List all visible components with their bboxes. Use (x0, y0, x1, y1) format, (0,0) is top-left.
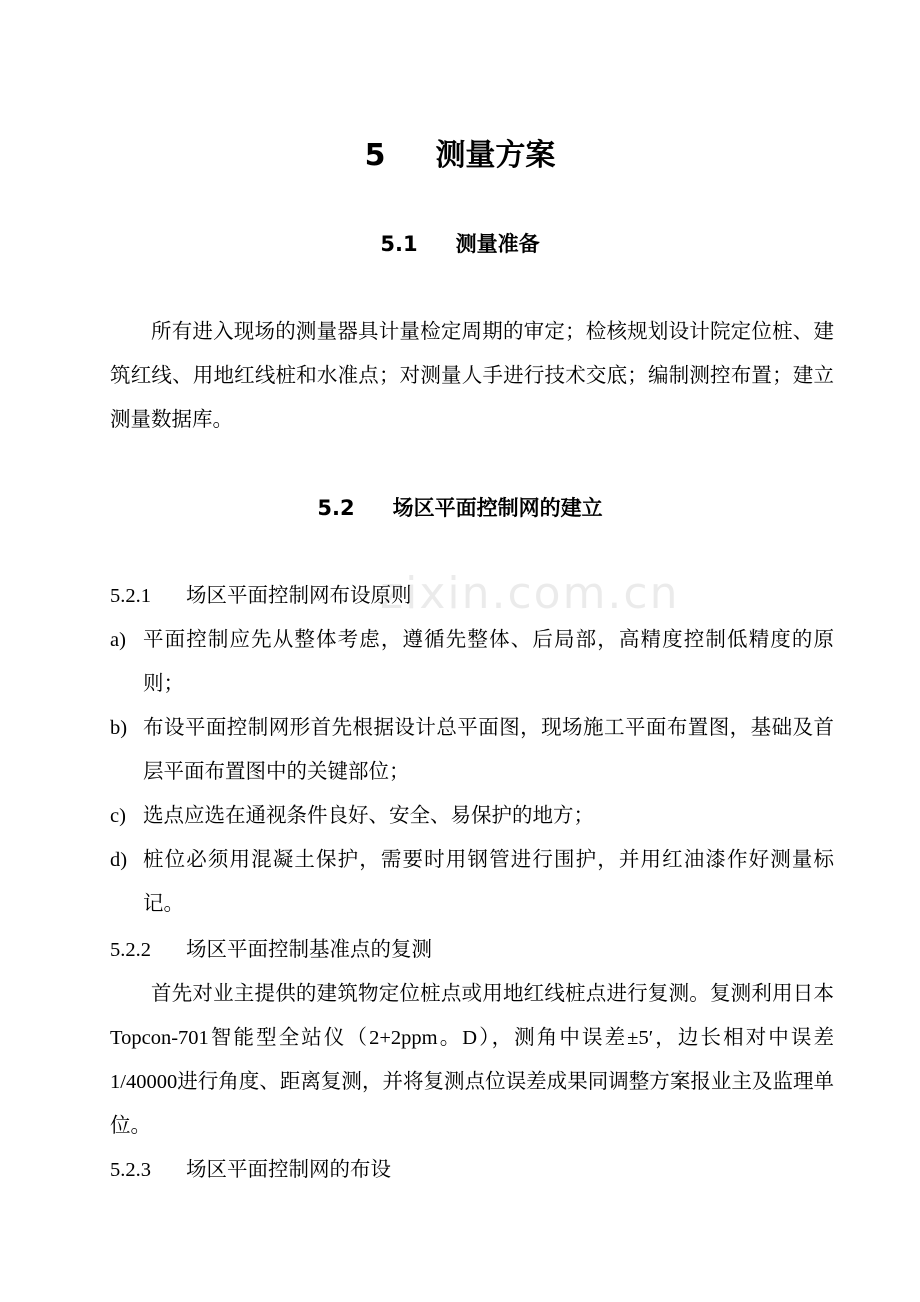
section-number: 5.1 (380, 232, 418, 256)
section-heading-5-2 (0, 492, 920, 524)
list-marker: a) (110, 629, 126, 651)
paragraph-5-1: 所有进入现场的测量器具计量检定周期的审定；检核规划设计院定位桩、建筑红线、用地红线桩和水准点；对测量人手进行技术交底；编制测控布置；建立测量数据库。 (110, 321, 834, 431)
list-item (110, 838, 834, 926)
section-title: 测量准备 (455, 232, 540, 256)
list-item-text: 桩位必须用混凝土保护，需要时用钢管进行围护，并用红油漆作好测量标记。 (143, 849, 834, 915)
list-marker: c) (110, 805, 126, 827)
section-title: 场区平面控制网的建立 (392, 496, 603, 520)
list-item (110, 706, 834, 794)
subsection-heading-5-2-3 (110, 1148, 834, 1192)
list-item-text: 平面控制应先从整体考虑，遵循先整体、后局部，高精度控制低精度的原则； (143, 629, 834, 695)
subsection-number: 5.2.2 (110, 939, 151, 961)
subsection-title: 场区平面控制网的布设 (186, 1159, 391, 1181)
list-item (110, 794, 834, 838)
subsection-title: 场区平面控制网布设原则 (186, 585, 412, 607)
chapter-heading (0, 134, 920, 178)
subsection-heading-5-2-2 (110, 928, 834, 972)
subsection-heading-5-2-1 (110, 574, 834, 618)
list-marker: d) (110, 849, 128, 871)
subsection-number: 5.2.3 (110, 1159, 151, 1181)
subsection-number: 5.2.1 (110, 585, 151, 607)
section-number: 5.2 (317, 496, 355, 520)
list-marker: b) (110, 717, 128, 739)
watermark: zixin.com.cn (380, 568, 680, 619)
list-item (110, 618, 834, 706)
subsection-title: 场区平面控制基准点的复测 (186, 939, 432, 961)
chapter-title: 测量方案 (435, 138, 556, 173)
paragraph-5-2-2: 首先对业主提供的建筑物定位桩点或用地红线桩点进行复测。复测利用日本Topcon-701智能型全站仪（2+2ppm。D），测角中误差±5′，边长相对中误差1/40000进行角度、距离复测，并将复测点位误差成果同调整方案报业主及监理单位。 (110, 983, 834, 1137)
chapter-number: 5 (364, 138, 386, 173)
list-item-text: 选点应选在通视条件良好、安全、易保护的地方； (143, 805, 594, 827)
principles-list (110, 618, 834, 926)
list-item-text: 布设平面控制网形首先根据设计总平面图，现场施工平面布置图，基础及首层平面布置图中的关键部位； (143, 717, 834, 783)
section-heading-5-1 (0, 228, 920, 260)
